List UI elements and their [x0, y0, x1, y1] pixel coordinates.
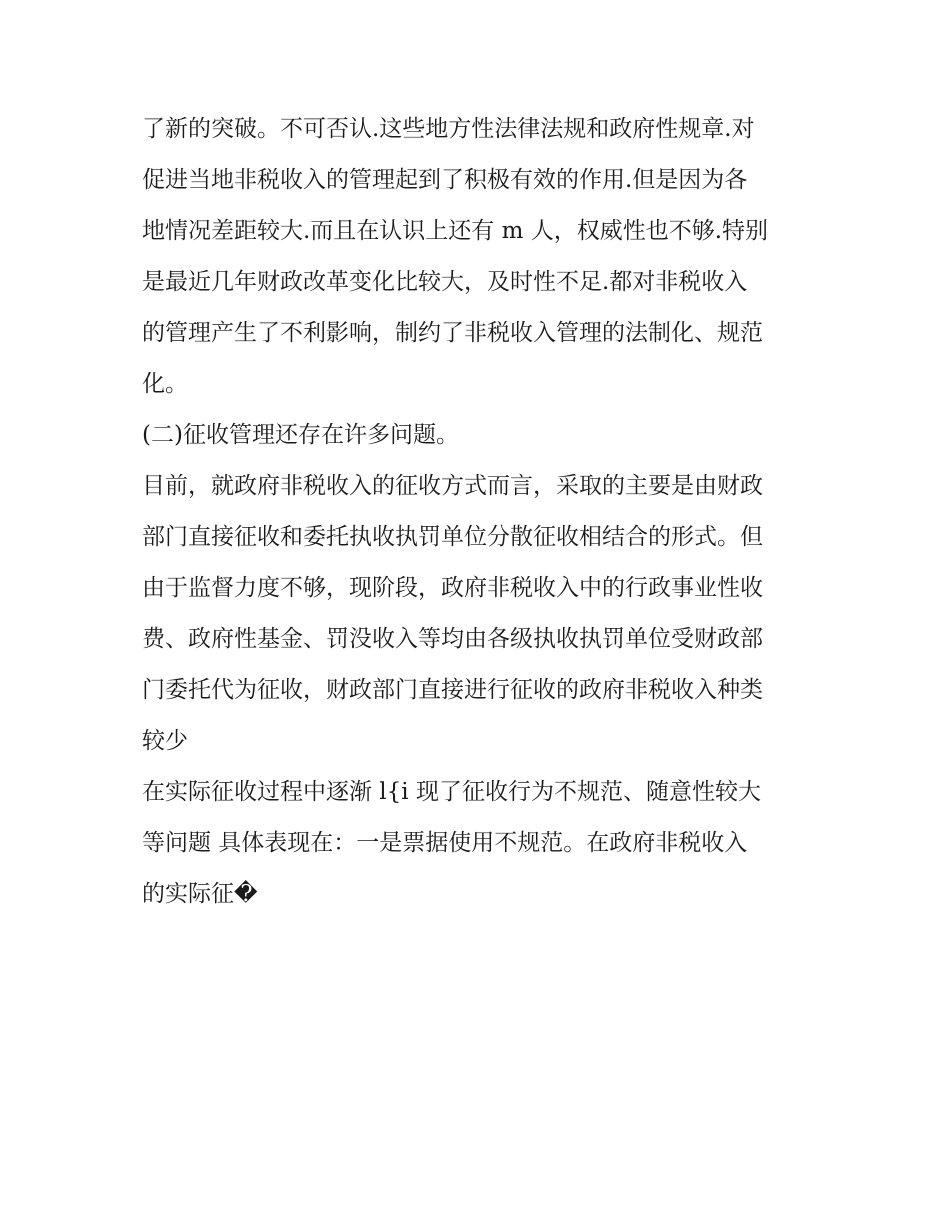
text-line: 目前，就政府非税收入的征收方式而言，采取的主要是由财政 [142, 473, 763, 499]
text-line: 了新的突破。不可否认.这些地方性法律法规和政府性规章.对 [142, 116, 755, 142]
text-line: 是最近几年财政改革变化比较大，及时性不足.都对非税收入 [142, 269, 748, 295]
text-line: 地情况差距较大.而且在认识上还有 m 人，权威性也不够.特别 [142, 218, 769, 244]
document-body [142, 104, 814, 920]
text-line: 由于监督力度不够，现阶段，政府非税收入中的行政事业性收 [142, 575, 763, 601]
section-heading: (二)征收管理还存在许多问题。 [142, 422, 459, 448]
text-line: 在实际征收过程中逐渐 l{i 现了征收行为不规范、随意性较大 [142, 779, 761, 805]
text-line: 部门直接征收和委托执收执罚单位分散征收相结合的形式。但 [142, 524, 763, 550]
text-line: 化。 [142, 371, 188, 397]
text-line: 费、政府性基金、罚没收入等均由各级执收执罚单位受财政部 [142, 626, 763, 652]
text-line: 门委托代为征收，财政部门直接进行征收的政府非税收入种类 [142, 677, 763, 703]
text-line: 的管理产生了不利影响，制约了非税收入管理的法制化、规范 [142, 320, 763, 346]
text-line: 促进当地非税收入的管理起到了积极有效的作用.但是因为各 [142, 167, 748, 193]
text-line: 的实际征� [142, 881, 258, 907]
text-line: 较少 [142, 728, 188, 754]
text-line: 等问题 具体表现在：一是票据使用不规范。在政府非税收入 [142, 830, 748, 856]
